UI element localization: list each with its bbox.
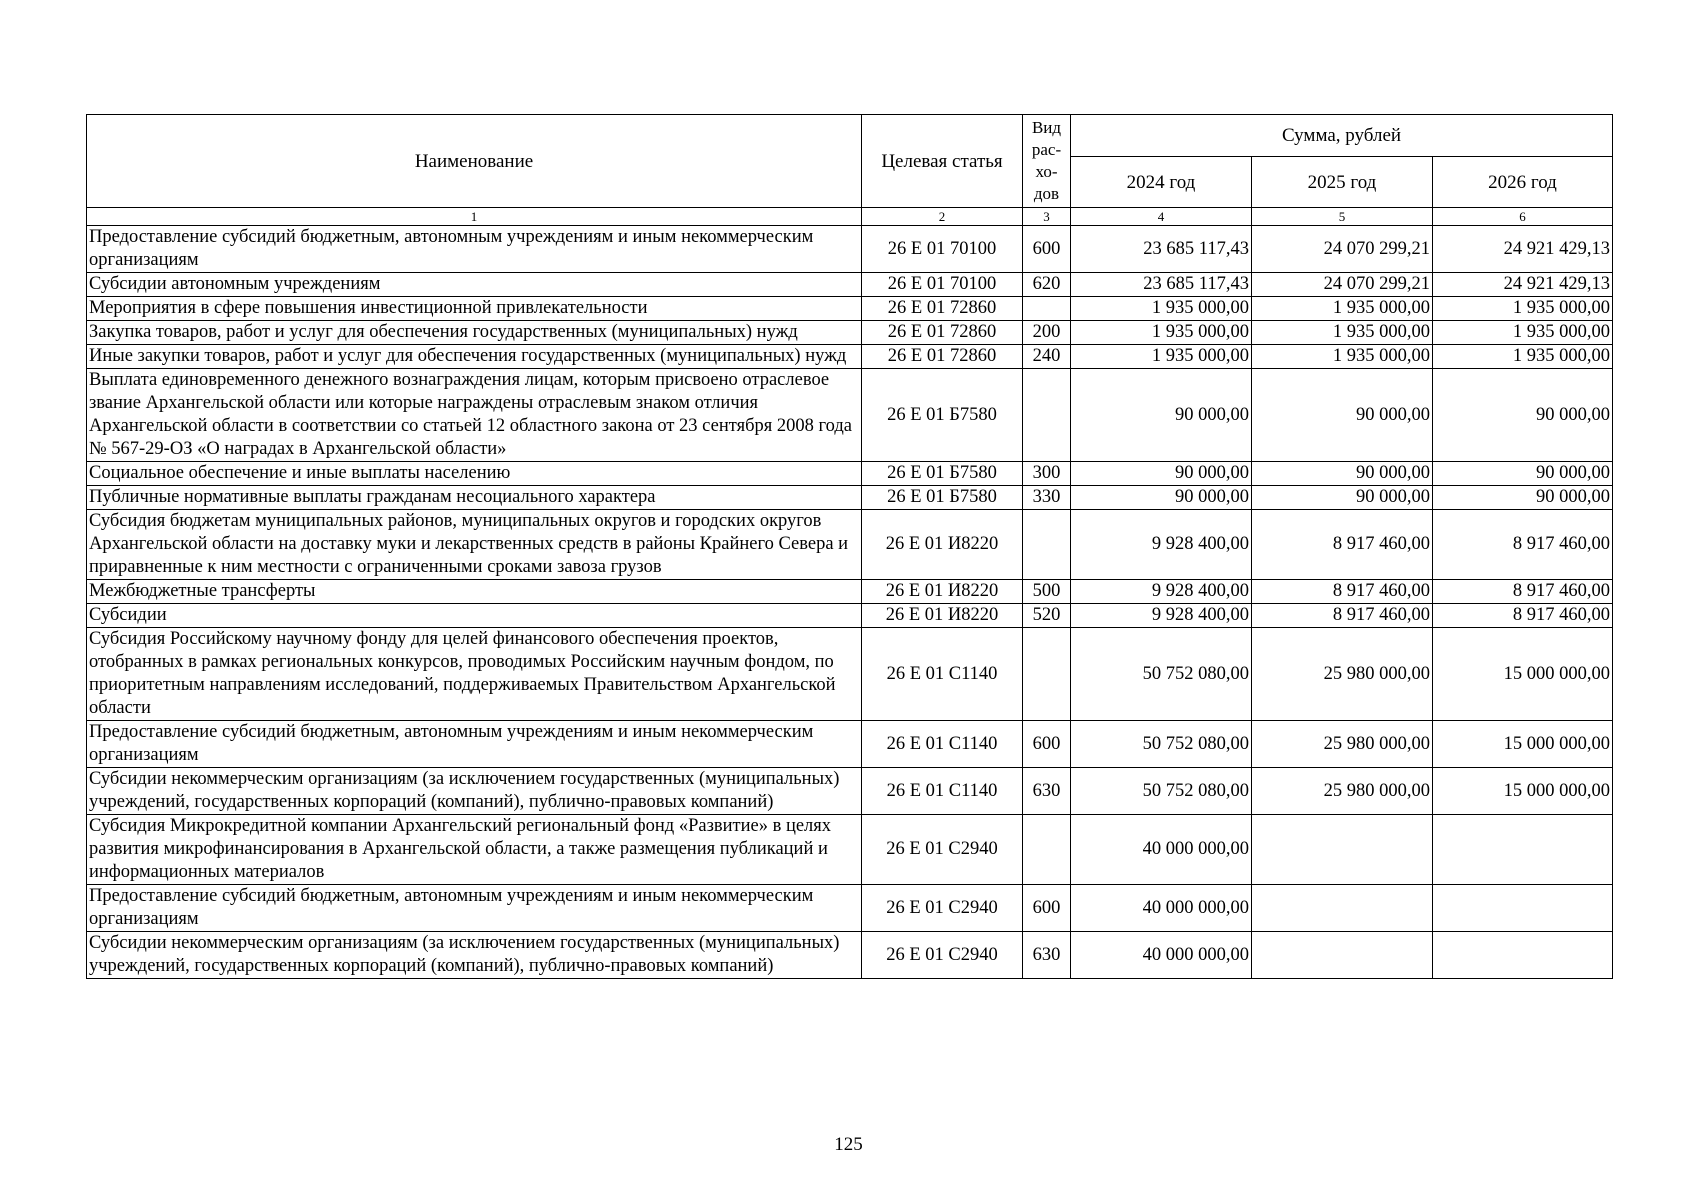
table-row xyxy=(87,721,1613,768)
column-number: 2 xyxy=(862,208,1023,226)
row-amount-2026: 8 917 460,00 xyxy=(1433,510,1613,580)
row-target-article: 26 Е 01 72860 xyxy=(862,345,1023,369)
header-name: Наименование xyxy=(87,115,862,208)
row-amount-2025 xyxy=(1252,932,1433,979)
row-expense-type xyxy=(1023,369,1071,462)
row-target-article: 26 Е 01 И8220 xyxy=(862,510,1023,580)
row-target-article: 26 Е 01 И8220 xyxy=(862,580,1023,604)
row-name: Выплата единовременного денежного вознаграждения лицам, которым присвоено отраслевое звание Архангельской области или которые награждены отраслевым знаком отличия Архангельской области в соответствии со статьей 12 областного закона от 23 сентября 2008 года № 567-29-ОЗ «О наградах в Архангельской области» xyxy=(87,369,862,462)
column-number: 5 xyxy=(1252,208,1433,226)
row-expense-type: 500 xyxy=(1023,580,1071,604)
table-row xyxy=(87,580,1613,604)
table-row xyxy=(87,462,1613,486)
row-target-article: 26 Е 01 С2940 xyxy=(862,815,1023,885)
header-expense-type-line: хо- xyxy=(1035,162,1058,181)
row-name: Субсидия Российскому научному фонду для целей финансового обеспечения проектов, отобранных в рамках региональных конкурсов, проводимых Российским научным фондом, по приоритетным направлениям исследований, поддерживаемых Правительством Архангельской области xyxy=(87,628,862,721)
row-expense-type xyxy=(1023,628,1071,721)
row-name: Субсидия бюджетам муниципальных районов, муниципальных округов и городских округов Архангельской области на доставку муки и лекарственных средств в районы Крайнего Севера и приравненные к ним местности с ограниченными сроками завоза грузов xyxy=(87,510,862,580)
row-amount-2024: 90 000,00 xyxy=(1071,369,1252,462)
row-expense-type: 620 xyxy=(1023,273,1071,297)
table-row xyxy=(87,628,1613,721)
row-expense-type xyxy=(1023,297,1071,321)
row-expense-type: 630 xyxy=(1023,768,1071,815)
header-year-2026: 2026 год xyxy=(1433,157,1613,208)
table-row xyxy=(87,885,1613,932)
page-number: 125 xyxy=(834,1134,863,1155)
row-amount-2026: 15 000 000,00 xyxy=(1433,721,1613,768)
table-row xyxy=(87,604,1613,628)
row-amount-2025: 8 917 460,00 xyxy=(1252,604,1433,628)
row-amount-2026: 1 935 000,00 xyxy=(1433,321,1613,345)
column-number: 6 xyxy=(1433,208,1613,226)
row-target-article: 26 Е 01 С1140 xyxy=(862,721,1023,768)
row-amount-2025: 90 000,00 xyxy=(1252,486,1433,510)
table-row xyxy=(87,226,1613,273)
row-amount-2026: 90 000,00 xyxy=(1433,462,1613,486)
row-expense-type xyxy=(1023,815,1071,885)
table-row xyxy=(87,510,1613,580)
row-target-article: 26 Е 01 С1140 xyxy=(862,768,1023,815)
row-expense-type xyxy=(1023,510,1071,580)
row-name: Субсидии автономным учреждениям xyxy=(87,273,862,297)
row-amount-2024: 50 752 080,00 xyxy=(1071,768,1252,815)
row-amount-2024: 90 000,00 xyxy=(1071,486,1252,510)
row-name: Предоставление субсидий бюджетным, автономным учреждениям и иным некоммерческим организациям xyxy=(87,226,862,273)
row-amount-2025: 24 070 299,21 xyxy=(1252,273,1433,297)
row-target-article: 26 Е 01 72860 xyxy=(862,297,1023,321)
header-expense-type xyxy=(1023,115,1071,208)
row-amount-2024: 40 000 000,00 xyxy=(1071,932,1252,979)
header-year-2025: 2025 год xyxy=(1252,157,1433,208)
row-amount-2026: 1 935 000,00 xyxy=(1433,297,1613,321)
row-amount-2024: 23 685 117,43 xyxy=(1071,273,1252,297)
row-expense-type: 600 xyxy=(1023,226,1071,273)
row-target-article: 26 Е 01 Б7580 xyxy=(862,462,1023,486)
row-amount-2024: 50 752 080,00 xyxy=(1071,721,1252,768)
table-row xyxy=(87,345,1613,369)
column-number: 3 xyxy=(1023,208,1071,226)
budget-table xyxy=(86,114,1613,979)
row-name: Субсидии некоммерческим организациям (за исключением государственных (муниципальных) учреждений, государственных корпораций (компаний), публично-правовых компаний) xyxy=(87,768,862,815)
row-amount-2025: 90 000,00 xyxy=(1252,462,1433,486)
row-expense-type: 520 xyxy=(1023,604,1071,628)
table-body xyxy=(87,226,1613,979)
row-amount-2024: 1 935 000,00 xyxy=(1071,321,1252,345)
row-target-article: 26 Е 01 Б7580 xyxy=(862,369,1023,462)
row-amount-2025: 1 935 000,00 xyxy=(1252,321,1433,345)
row-expense-type: 330 xyxy=(1023,486,1071,510)
row-amount-2025: 8 917 460,00 xyxy=(1252,510,1433,580)
row-amount-2025: 90 000,00 xyxy=(1252,369,1433,462)
row-amount-2025: 25 980 000,00 xyxy=(1252,768,1433,815)
column-number: 1 xyxy=(87,208,862,226)
table-row xyxy=(87,273,1613,297)
row-amount-2026 xyxy=(1433,885,1613,932)
row-amount-2025: 25 980 000,00 xyxy=(1252,721,1433,768)
row-name: Социальное обеспечение и иные выплаты населению xyxy=(87,462,862,486)
header-target-article: Целевая статья xyxy=(862,115,1023,208)
row-amount-2026: 90 000,00 xyxy=(1433,486,1613,510)
header-expense-type-line: Вид xyxy=(1031,118,1062,137)
row-amount-2024: 40 000 000,00 xyxy=(1071,885,1252,932)
row-amount-2026: 15 000 000,00 xyxy=(1433,628,1613,721)
row-amount-2024: 1 935 000,00 xyxy=(1071,345,1252,369)
row-amount-2026 xyxy=(1433,932,1613,979)
row-amount-2026: 24 921 429,13 xyxy=(1433,273,1613,297)
row-amount-2025: 24 070 299,21 xyxy=(1252,226,1433,273)
header-expense-type-line: рас- xyxy=(1031,140,1062,159)
row-target-article: 26 Е 01 С2940 xyxy=(862,885,1023,932)
row-amount-2024: 9 928 400,00 xyxy=(1071,604,1252,628)
row-amount-2024: 90 000,00 xyxy=(1071,462,1252,486)
row-name: Мероприятия в сфере повышения инвестиционной привлекательности xyxy=(87,297,862,321)
row-amount-2026: 1 935 000,00 xyxy=(1433,345,1613,369)
row-amount-2025 xyxy=(1252,815,1433,885)
table-row xyxy=(87,768,1613,815)
row-expense-type: 200 xyxy=(1023,321,1071,345)
column-number: 4 xyxy=(1071,208,1252,226)
row-target-article: 26 Е 01 Б7580 xyxy=(862,486,1023,510)
row-name: Иные закупки товаров, работ и услуг для обеспечения государственных (муниципальных) нужд xyxy=(87,345,862,369)
table-row xyxy=(87,321,1613,345)
row-target-article: 26 Е 01 72860 xyxy=(862,321,1023,345)
row-amount-2025: 8 917 460,00 xyxy=(1252,580,1433,604)
table-row xyxy=(87,297,1613,321)
row-name: Публичные нормативные выплаты гражданам несоциального характера xyxy=(87,486,862,510)
row-amount-2024: 9 928 400,00 xyxy=(1071,510,1252,580)
row-expense-type: 600 xyxy=(1023,885,1071,932)
row-target-article: 26 Е 01 И8220 xyxy=(862,604,1023,628)
row-amount-2025: 25 980 000,00 xyxy=(1252,628,1433,721)
row-target-article: 26 Е 01 С2940 xyxy=(862,932,1023,979)
header-sum: Сумма, рублей xyxy=(1071,115,1613,157)
row-amount-2024: 40 000 000,00 xyxy=(1071,815,1252,885)
row-amount-2026: 15 000 000,00 xyxy=(1433,768,1613,815)
row-amount-2026 xyxy=(1433,815,1613,885)
row-target-article: 26 Е 01 С1140 xyxy=(862,628,1023,721)
row-target-article: 26 Е 01 70100 xyxy=(862,226,1023,273)
row-amount-2026: 8 917 460,00 xyxy=(1433,580,1613,604)
row-name: Закупка товаров, работ и услуг для обеспечения государственных (муниципальных) нужд xyxy=(87,321,862,345)
row-amount-2025: 1 935 000,00 xyxy=(1252,297,1433,321)
header-expense-type-line: дов xyxy=(1033,184,1060,203)
row-expense-type: 240 xyxy=(1023,345,1071,369)
row-amount-2025: 1 935 000,00 xyxy=(1252,345,1433,369)
row-expense-type: 630 xyxy=(1023,932,1071,979)
row-amount-2026: 24 921 429,13 xyxy=(1433,226,1613,273)
row-expense-type: 300 xyxy=(1023,462,1071,486)
row-amount-2024: 23 685 117,43 xyxy=(1071,226,1252,273)
row-amount-2024: 1 935 000,00 xyxy=(1071,297,1252,321)
table-row xyxy=(87,932,1613,979)
row-name: Субсидии некоммерческим организациям (за исключением государственных (муниципальных) учреждений, государственных корпораций (компаний), публично-правовых компаний) xyxy=(87,932,862,979)
table-row xyxy=(87,486,1613,510)
row-amount-2024: 50 752 080,00 xyxy=(1071,628,1252,721)
row-name: Субсидии xyxy=(87,604,862,628)
row-amount-2026: 90 000,00 xyxy=(1433,369,1613,462)
row-target-article: 26 Е 01 70100 xyxy=(862,273,1023,297)
row-name: Межбюджетные трансферты xyxy=(87,580,862,604)
table-row xyxy=(87,369,1613,462)
table-row xyxy=(87,815,1613,885)
row-amount-2026: 8 917 460,00 xyxy=(1433,604,1613,628)
row-name: Предоставление субсидий бюджетным, автономным учреждениям и иным некоммерческим организациям xyxy=(87,885,862,932)
row-name: Субсидия Микрокредитной компании Архангельский региональный фонд «Развитие» в целях развития микрофинансирования в Архангельской области, а также размещения публикаций и информационных материалов xyxy=(87,815,862,885)
row-amount-2025 xyxy=(1252,885,1433,932)
row-amount-2024: 9 928 400,00 xyxy=(1071,580,1252,604)
row-name: Предоставление субсидий бюджетным, автономным учреждениям и иным некоммерческим организациям xyxy=(87,721,862,768)
header-year-2024: 2024 год xyxy=(1071,157,1252,208)
row-expense-type: 600 xyxy=(1023,721,1071,768)
